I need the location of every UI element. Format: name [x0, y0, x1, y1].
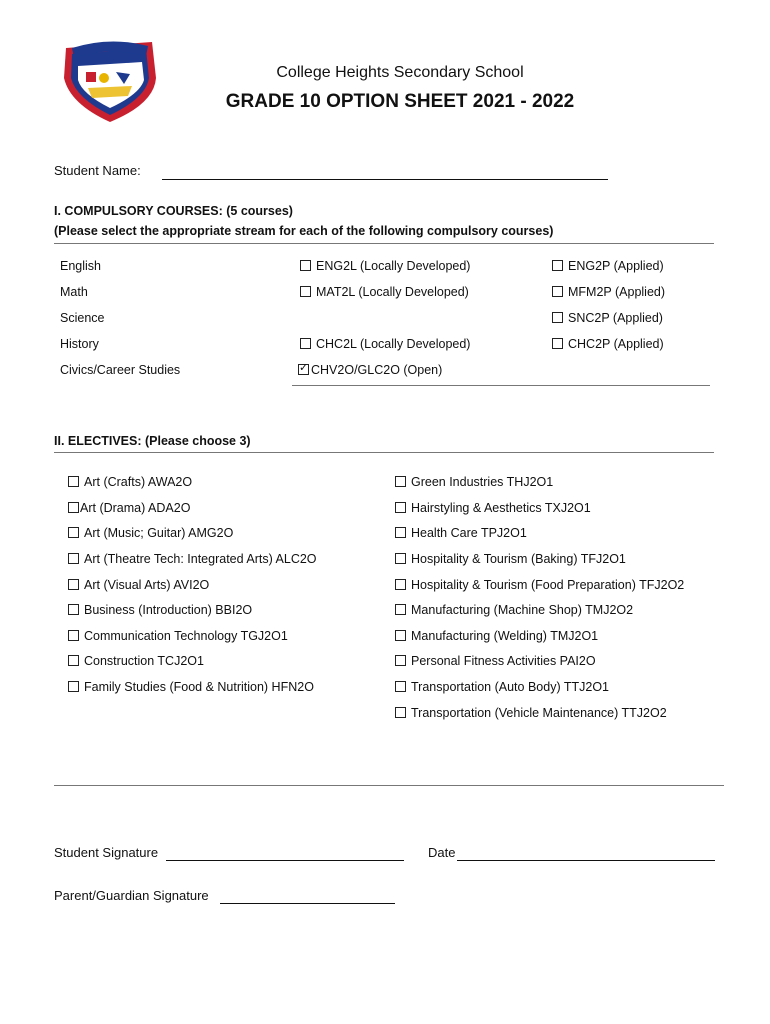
section-divider [54, 785, 724, 786]
compulsory-row-science [0, 311, 770, 331]
checkbox-icon[interactable] [68, 527, 79, 538]
checkbox-icon[interactable] [552, 338, 563, 349]
checkbox-icon[interactable] [552, 286, 563, 297]
checked-checkbox-icon[interactable] [298, 364, 309, 375]
subject-label: Civics/Career Studies [60, 363, 181, 377]
subject-label: English [60, 259, 101, 273]
checkbox-icon[interactable] [395, 579, 406, 590]
snc2p-checkbox[interactable]: SNC2P (Applied) [552, 311, 663, 325]
checkbox-icon[interactable] [68, 655, 79, 666]
elective-option[interactable]: Art (Crafts) AWA2O [68, 475, 192, 489]
student-name-field[interactable] [162, 179, 608, 180]
chc2p-checkbox[interactable]: CHC2P (Applied) [552, 337, 664, 351]
checkbox-icon[interactable] [395, 681, 406, 692]
elective-option[interactable]: Manufacturing (Welding) TMJ2O1 [395, 629, 598, 643]
parent-signature-label: Parent/Guardian Signature [54, 888, 209, 903]
checkbox-icon[interactable] [68, 630, 79, 641]
checkbox-icon[interactable] [68, 476, 79, 487]
checkbox-icon[interactable] [552, 312, 563, 323]
compulsory-row-civics [0, 363, 770, 383]
elective-option[interactable]: Hospitality & Tourism (Baking) TFJ2O1 [395, 552, 626, 566]
student-name-label: Student Name: [54, 163, 141, 178]
chv2o-checkbox[interactable]: ✓ CHV2O/GLC2O (Open) [298, 363, 442, 377]
compulsory-row-english [0, 259, 770, 279]
subject-label: Math [60, 285, 88, 299]
elective-option[interactable]: Transportation (Vehicle Maintenance) TTJ2O2 [395, 706, 667, 720]
checkbox-icon[interactable] [300, 260, 311, 271]
checkbox-icon[interactable] [395, 527, 406, 538]
mfm2p-checkbox[interactable]: MFM2P (Applied) [552, 285, 665, 299]
school-name: College Heights Secondary School [276, 64, 524, 81]
compulsory-row-math [0, 285, 770, 305]
elective-option[interactable]: Business (Introduction) BBI2O [68, 603, 252, 617]
eng2p-checkbox[interactable]: ENG2P (Applied) [552, 259, 664, 273]
school-crest-logo [58, 38, 160, 124]
subject-label: History [60, 337, 99, 351]
checkbox-icon[interactable] [395, 707, 406, 718]
section-divider [54, 452, 714, 453]
elective-option[interactable]: Manufacturing (Machine Shop) TMJ2O2 [395, 603, 633, 617]
checkbox-icon[interactable] [395, 502, 406, 513]
compulsory-instruction: (Please select the appropriate stream for each of the following compulsory courses) [54, 224, 554, 238]
elective-option[interactable]: Art (Visual Arts) AVI2O [68, 578, 209, 592]
checkbox-icon[interactable] [300, 286, 311, 297]
document-title: GRADE 10 OPTION SHEET 2021 - 2022 [225, 91, 575, 112]
checkbox-icon[interactable] [300, 338, 311, 349]
elective-option[interactable]: Personal Fitness Activities PAI2O [395, 654, 596, 668]
elective-option[interactable]: Green Industries THJ2O1 [395, 475, 553, 489]
subject-label: Science [60, 311, 105, 325]
checkbox-icon[interactable] [68, 681, 79, 692]
elective-option[interactable]: Family Studies (Food & Nutrition) HFN2O [68, 680, 314, 694]
elective-option[interactable]: Art (Music; Guitar) AMG2O [68, 526, 233, 540]
checkbox-icon[interactable] [395, 476, 406, 487]
checkbox-icon[interactable] [68, 579, 79, 590]
mat2l-checkbox[interactable]: MAT2L (Locally Developed) [300, 285, 469, 299]
elective-option[interactable]: Transportation (Auto Body) TTJ2O1 [395, 680, 609, 694]
checkbox-icon[interactable] [395, 604, 406, 615]
electives-heading: II. ELECTIVES: (Please choose 3) [54, 434, 251, 448]
checkbox-icon[interactable] [395, 553, 406, 564]
elective-option[interactable]: Construction TCJ2O1 [68, 654, 204, 668]
elective-option[interactable]: Art (Theatre Tech: Integrated Arts) ALC2O [68, 552, 317, 566]
eng2l-checkbox[interactable]: ENG2L (Locally Developed) [300, 259, 470, 273]
elective-option[interactable]: Hairstyling & Aesthetics TXJ2O1 [395, 501, 591, 515]
checkbox-icon[interactable] [395, 630, 406, 641]
checkbox-icon[interactable] [395, 655, 406, 666]
table-bottom-rule [292, 385, 710, 386]
compulsory-row-history [0, 337, 770, 357]
date-label: Date [428, 845, 456, 860]
compulsory-heading: I. COMPULSORY COURSES: (5 courses) [54, 204, 293, 218]
checkbox-icon[interactable] [68, 553, 79, 564]
chc2l-checkbox[interactable]: CHC2L (Locally Developed) [300, 337, 470, 351]
section-divider [54, 243, 714, 244]
elective-option[interactable]: Communication Technology TGJ2O1 [68, 629, 288, 643]
elective-option[interactable]: Health Care TPJ2O1 [395, 526, 527, 540]
elective-option[interactable]: Art (Drama) ADA2O [68, 501, 190, 515]
elective-option[interactable]: Hospitality & Tourism (Food Preparation) TFJ2O2 [395, 578, 684, 592]
date-field[interactable] [457, 860, 715, 861]
checkbox-icon[interactable] [68, 502, 79, 513]
student-signature-label: Student Signature [54, 845, 159, 860]
checkbox-icon[interactable] [68, 604, 79, 615]
parent-signature-field[interactable] [220, 903, 395, 904]
student-signature-field[interactable] [166, 860, 404, 861]
checkbox-icon[interactable] [552, 260, 563, 271]
